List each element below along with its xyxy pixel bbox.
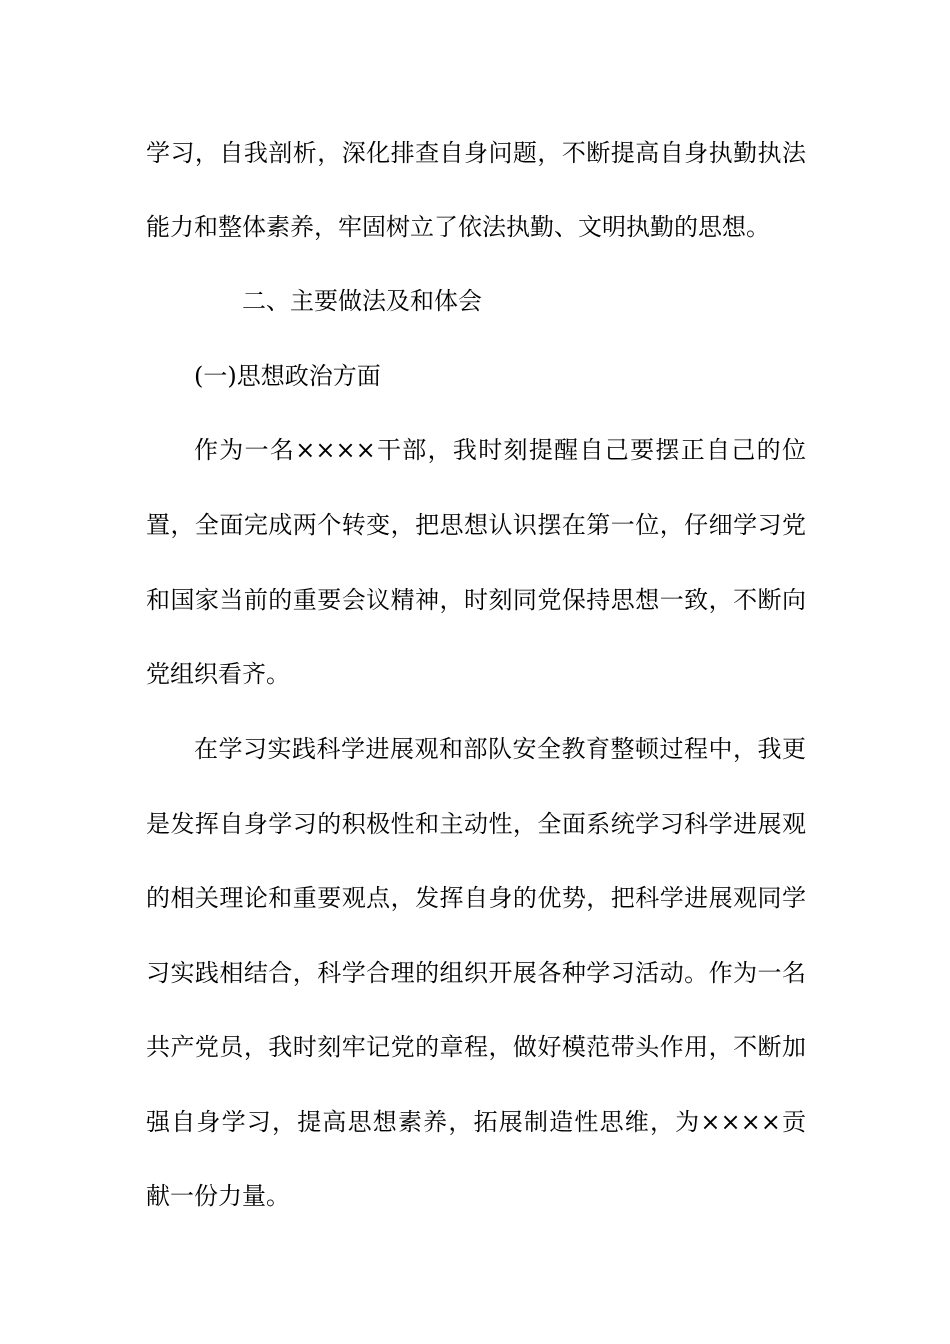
body-text-line: 的相关理论和重要观点，发挥自身的优势，把科学进展观同学	[146, 884, 806, 912]
body-text-line: 学习，自我剖析，深化排查自身问题，不断提高自身执勤执法	[146, 139, 806, 167]
section-heading: 二、主要做法及和体会	[242, 287, 482, 315]
body-text-line: 习实践相结合，科学合理的组织开展各种学习活动。作为一名	[146, 959, 806, 987]
body-text-line: 强自身学习，提高思想素养，拓展制造性思维，为××××贡	[146, 1108, 806, 1136]
paragraph-first-line: 作为一名××××干部，我时刻提醒自己要摆正自己的位	[194, 436, 806, 464]
body-text-line: 党组织看齐。	[146, 660, 290, 688]
body-text-line: 是发挥自身学习的积极性和主动性，全面系统学习科学进展观	[146, 810, 806, 838]
body-text-line: 能力和整体素养，牢固树立了依法执勤、文明执勤的思想。	[146, 213, 770, 241]
body-text-line: 和国家当前的重要会议精神，时刻同党保持思想一致，不断向	[146, 586, 806, 614]
paragraph-first-line: 在学习实践科学进展观和部队安全教育整顿过程中，我更	[194, 735, 806, 763]
body-text-line: 共产党员，我时刻牢记党的章程，做好模范带头作用，不断加	[146, 1033, 806, 1061]
body-text-line: 献一份力量。	[146, 1182, 290, 1210]
body-text-line: 置，全面完成两个转变，把思想认识摆在第一位，仔细学习党	[146, 511, 806, 539]
subsection-heading: (一)思想政治方面	[194, 362, 381, 390]
